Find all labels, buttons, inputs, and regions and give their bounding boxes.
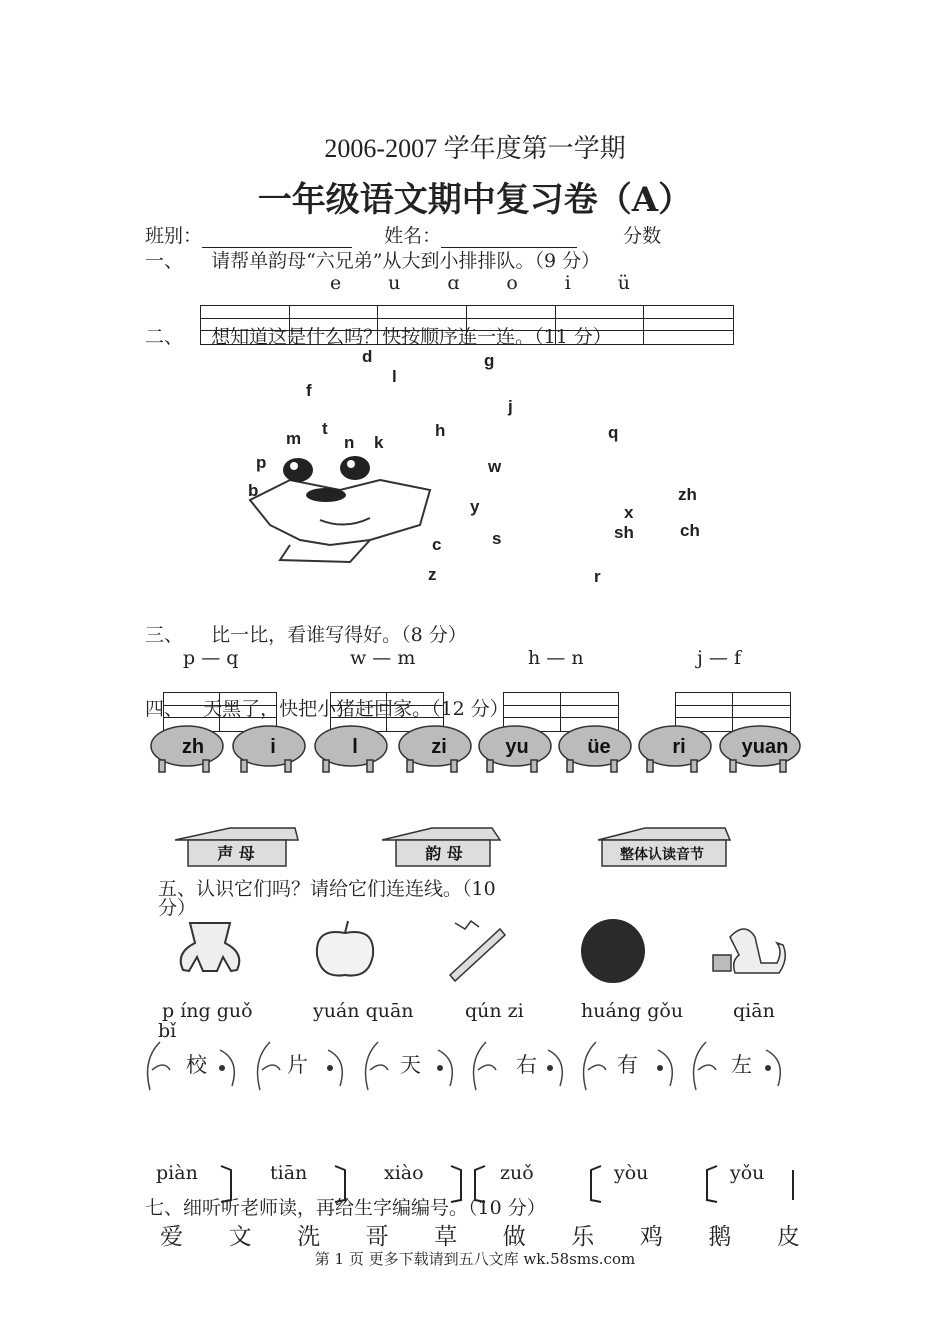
section-number: 二、 — [145, 326, 184, 348]
letter-pair: j — f — [697, 647, 742, 669]
dot-letter: j — [508, 397, 513, 416]
section-text: 请帮单韵母“六兄弟”从大到小排排队。（9 分） — [211, 250, 601, 272]
picture-row — [165, 915, 805, 987]
character[interactable]: 皮 — [776, 1224, 800, 1250]
dot-letter: s — [492, 529, 502, 548]
character[interactable]: 爱 — [160, 1224, 183, 1250]
dot-letter: w — [488, 457, 502, 476]
dot-letter: c — [432, 535, 442, 554]
pig-label: ri — [672, 736, 686, 758]
dot-letter: m — [286, 429, 302, 448]
bear-icon[interactable] — [181, 923, 240, 971]
dot-letter: h — [435, 421, 446, 440]
dot-letter: d — [362, 347, 373, 366]
houses — [170, 826, 740, 872]
character[interactable]: 乐 — [571, 1224, 595, 1250]
house-label: 韵 母 — [425, 844, 463, 863]
character[interactable]: 哥 — [365, 1224, 389, 1250]
pig[interactable] — [233, 726, 305, 772]
exam-title: 一年级语文期中复习卷（A） — [257, 180, 693, 220]
dot-letter: f — [306, 381, 312, 400]
section-text: 天黑了，快把小猪赶回家。（12 分） — [203, 698, 509, 720]
vowel-letter: u — [388, 272, 401, 294]
name-label: 姓名： — [384, 225, 442, 247]
pinyin-label: zuǒ — [500, 1162, 534, 1184]
dot-letter: p — [256, 453, 267, 472]
pinyin-word: huáng gǒu — [581, 1000, 684, 1022]
apple-icon[interactable] — [317, 921, 373, 976]
house-label: 声 母 — [217, 844, 255, 863]
pig-label: l — [352, 736, 358, 758]
pig-label: zh — [181, 736, 205, 758]
pinyin-label: yòu — [614, 1162, 649, 1184]
dot-letter: l — [392, 367, 397, 386]
dot-letter: ch — [680, 521, 700, 540]
house-label: 整体认读音节 — [620, 847, 704, 863]
dot-letter: z — [428, 565, 437, 584]
pinyin-word: p íng guǒ — [162, 1000, 253, 1022]
character[interactable]: 洗 — [297, 1224, 321, 1250]
pig-label: i — [270, 736, 276, 758]
house-roof — [598, 828, 730, 840]
dot-letter: sh — [614, 523, 634, 542]
pig-label: üe — [587, 736, 611, 758]
dot-letter: n — [344, 433, 355, 452]
section-text: 想知道这是什么吗？快按顺序连一连。（11 分） — [211, 326, 612, 348]
dot-letter: x — [624, 503, 634, 522]
face-row — [140, 1030, 800, 1100]
vowel-letter: ü — [617, 272, 630, 294]
vowel-letter: e — [330, 272, 342, 294]
section-number: 三、 — [145, 624, 184, 646]
dot-letter: r — [594, 567, 601, 586]
dot-letter: y — [470, 497, 480, 516]
circle-icon[interactable] — [581, 919, 645, 983]
info-line — [145, 221, 661, 248]
connect-dots-picture[interactable] — [230, 340, 730, 590]
pig-label: zi — [431, 736, 447, 758]
character[interactable]: 做 — [502, 1224, 526, 1250]
vowel-row — [330, 272, 630, 294]
dog-icon[interactable] — [713, 929, 785, 973]
dot-letter: k — [374, 433, 384, 452]
character[interactable]: 鸡 — [639, 1224, 663, 1250]
ruler-icon[interactable] — [450, 921, 505, 981]
section-1-heading — [145, 246, 600, 273]
dot-letter: zh — [678, 485, 697, 504]
character[interactable]: 鹅 — [708, 1224, 732, 1250]
vowel-letter: o — [506, 272, 518, 294]
pinyin-word: qiān — [733, 1000, 775, 1022]
score-label: 分数 — [623, 225, 662, 247]
house-roof — [382, 828, 500, 840]
face-character: 校 — [186, 1053, 207, 1077]
house-roof — [175, 828, 298, 840]
pinyin-label: xiào — [384, 1162, 424, 1184]
face-character: 片 — [287, 1053, 308, 1077]
exam-subtitle: 2006-2007 学年度第一学期 — [324, 134, 626, 163]
face-character: 有 — [617, 1053, 638, 1077]
pig-row — [145, 716, 805, 778]
pig-label: yu — [505, 736, 529, 758]
pinyin-label: piàn — [156, 1162, 198, 1184]
face-character: 左 — [731, 1053, 752, 1077]
pig-label: yuan — [741, 736, 789, 758]
face-character: 右 — [516, 1053, 537, 1077]
section-text: 比一比，看谁写得好。（8 分） — [211, 624, 467, 646]
character-row — [160, 1218, 800, 1251]
vowel-letter: ɑ — [447, 272, 460, 294]
section-3-heading — [145, 620, 467, 647]
dot-letter: q — [608, 423, 619, 442]
dot-letter: b — [248, 481, 259, 500]
pinyin-overflow: bǐ — [158, 1020, 177, 1042]
dot-letter: g — [484, 351, 495, 370]
letter-pair: h — n — [528, 647, 584, 669]
character[interactable]: 文 — [228, 1224, 252, 1250]
character[interactable]: 草 — [434, 1224, 458, 1250]
vowel-letter: i — [564, 272, 571, 294]
face-character: 天 — [400, 1053, 421, 1077]
section-5-heading-wrap: 分） — [158, 897, 197, 919]
pinyin-word: qún zi — [465, 1000, 524, 1022]
letter-pair: p — q — [183, 647, 239, 669]
pinyin-label: tiān — [270, 1162, 308, 1184]
pinyin-label: yǒu — [730, 1162, 765, 1184]
pig[interactable] — [315, 726, 387, 772]
section-number: 四、 — [145, 698, 184, 720]
class-label: 班别： — [145, 225, 203, 247]
section-7-heading: 七、细听听老师读，再给生字编编号。（10 分） — [145, 1197, 546, 1219]
pinyin-word: yuán quān — [313, 1000, 414, 1022]
dot-letter: t — [322, 419, 328, 438]
section-5-heading: 五、认识它们吗？请给它们连连线。（10 — [158, 878, 496, 900]
page-footer: 第 1 页 更多下载请到五八文库 wk.58sms.com — [314, 1250, 636, 1268]
section-number: 一、 — [145, 250, 184, 272]
letter-pair: w — m — [350, 647, 416, 669]
